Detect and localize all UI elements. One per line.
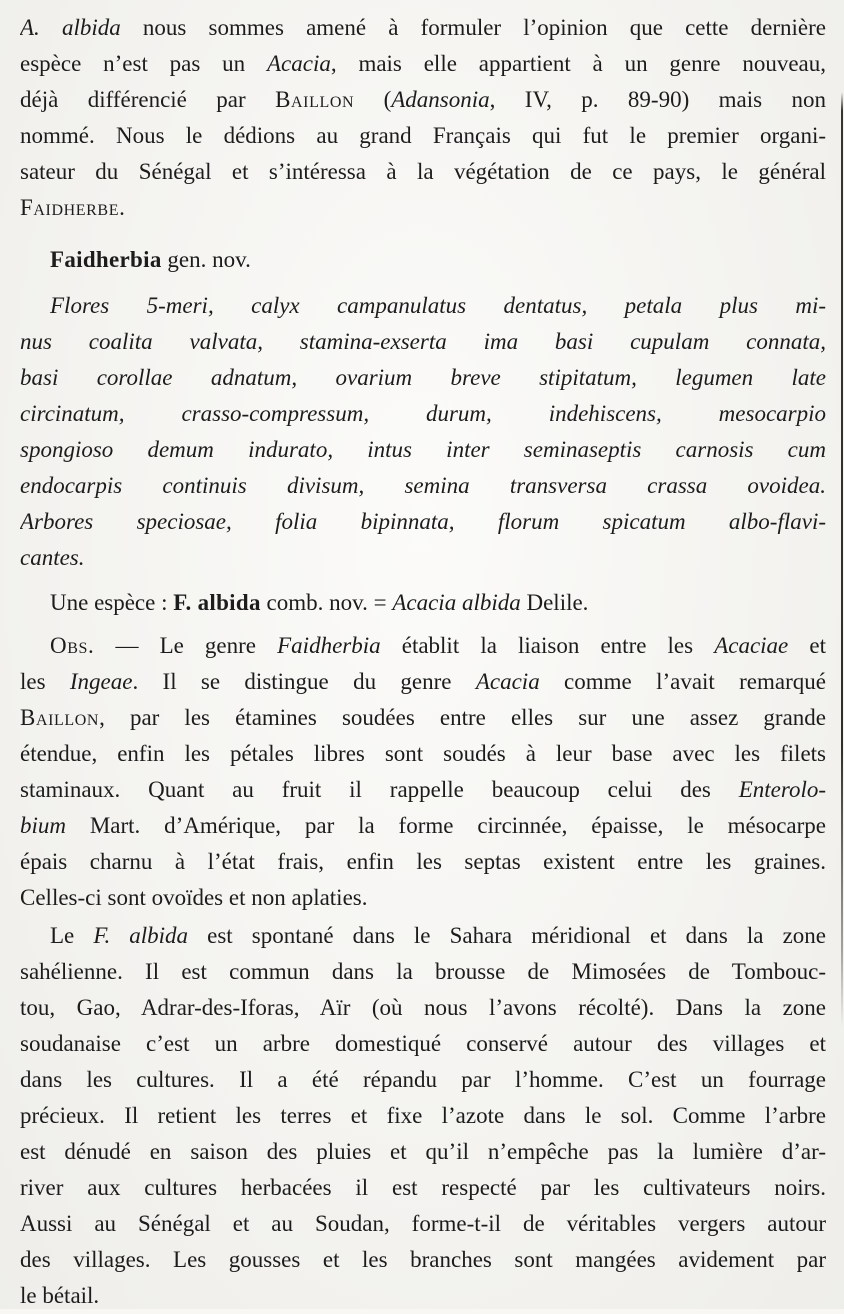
text-segment: précieux. Il retient les terres et fixe l’azote dans le sol. Comme l’arbre [20,1103,826,1128]
text-segment: est dénudé en saison des pluies et qu’il n’empêche pas la lumière d’ar- [20,1139,826,1164]
text-line [20,585,826,621]
scan-edge-artifact [841,92,843,1027]
text-line [20,736,826,772]
text-segment: Obs. [50,633,95,658]
text-segment: Baillon [20,705,100,730]
text-segment: , par les étamines soudées entre elles sur une assez grande [99,705,826,730]
text-segment: sahélienne. Il est commun dans la brousse de Mimosées de Tombouc- [20,959,826,984]
text-segment: Baillon [275,87,355,112]
text-line [20,1134,826,1170]
text-segment: Faidherbia [277,633,381,658]
page-text [20,10,826,1314]
text-segment: Delile. [520,590,589,615]
text-segment: staminaux. Quant au fruit il rappelle beaucoup celui des [20,777,739,802]
text-segment: A. albida [20,15,121,40]
text-segment: basi corollae adnatum, ovarium breve stipitatum, legumen late [20,365,826,390]
text-segment: , mais elle appartient à un genre nouveau, [330,51,826,76]
text-segment: F. albida [93,923,189,948]
text-line [20,396,826,432]
text-segment: Mart. d’Amérique, par la forme circinnée, épaisse, le mésocarpe [66,813,826,838]
text-line [20,324,826,360]
paragraph-observation [20,628,826,916]
text-segment: Aussi au Sénégal et au Soudan, forme-t-il de véritables vergers autour [20,1211,826,1236]
text-segment: dans les cultures. Il a été répandu par l’homme. C’est un fourrage [20,1067,826,1092]
text-line [20,808,826,844]
text-segment: Le [50,923,94,948]
paragraph-heading [20,242,826,278]
text-segment: les [20,669,70,694]
text-segment: le bétail. [20,1283,100,1308]
text-segment: Une espèce : [50,590,174,615]
text-line [20,190,826,226]
text-segment: nus coalita valvata, stamina-exserta ima basi cupulam connata, [20,329,826,354]
text-segment: river aux cultures herbacées il est respecté par les cultivateurs noirs. [20,1175,826,1200]
text-segment: tou, Gao, Adrar-des-Iforas, Aïr (où nous l’avons récolté). Dans la zone [20,995,826,1020]
text-line [20,82,826,118]
text-segment: spongioso demum indurato, intus inter seminaseptis carnosis cum [20,437,826,462]
text-segment: et [788,633,826,658]
text-line [20,540,826,576]
text-segment: circinatum, crasso-compressum, durum, indehiscens, mesocarpio [20,401,826,426]
text-segment: épais charnu à l’état frais, enfin les septas existent entre les graines. [20,849,826,874]
text-line [20,990,826,1026]
text-line [20,10,826,46]
text-segment: Celles-ci sont ovoïdes et non aplaties. [20,885,368,910]
text-line [20,242,826,278]
text-line [20,954,826,990]
text-line [20,432,826,468]
text-segment: sateur du Sénégal et s’intéressa à la végétation de ce pays, le général [20,159,826,184]
text-segment: F. albida [173,590,261,615]
text-segment: Faidherbia [50,247,162,272]
text-line [20,1098,826,1134]
text-segment: des villages. Les gousses et les branches sont mangées avidement par [20,1247,826,1272]
text-segment: Ingeae [69,669,133,694]
text-line [20,504,826,540]
text-line [20,1170,826,1206]
text-line [20,46,826,82]
text-line [20,664,826,700]
text-segment: nous sommes amené à formuler l’opinion que cette dernière [120,15,826,40]
text-segment: Acacia albida [392,590,521,615]
text-segment: Acaciae [714,633,789,658]
text-segment: soudanaise c’est un arbre domestiqué conservé autour des villages et [20,1031,826,1056]
text-segment: — Le genre [94,633,278,658]
text-line [20,1062,826,1098]
text-segment: espèce n’est pas un [20,51,267,76]
text-segment: établit la liaison entre les [380,633,715,658]
text-segment: bium [20,813,66,838]
text-segment: gen. nov. [161,247,251,272]
text-line [20,1206,826,1242]
text-line [20,360,826,396]
paragraph-distribution [20,918,826,1314]
text-segment: étendue, enfin les pétales libres sont soudés à leur base avec les filets [20,741,826,766]
text-segment: est spontané dans le Sahara méridional et dans la zone [188,923,826,948]
text-line [20,288,826,324]
text-segment: cantes. [20,545,85,570]
text-line [20,880,826,916]
text-segment: Acacia [267,51,331,76]
text-line [20,628,826,664]
text-segment: comme l’avait remarqué [539,669,826,694]
paragraph-species [20,585,826,621]
text-segment: nommé. Nous le dédions au grand Français qui fut le premier organi- [20,123,826,148]
text-line [20,1026,826,1062]
text-segment: endocarpis continuis divisum, semina transversa crassa ovoidea. [20,473,826,498]
text-segment: . Il se distingue du genre [132,669,476,694]
text-line [20,700,826,736]
text-segment: Faidherbe. [20,195,126,220]
text-segment: Enterolo- [738,777,826,802]
text-segment: Flores 5-meri, calyx campanulatus dentatus, petala plus mi- [50,293,826,318]
text-line [20,772,826,808]
text-segment: Adansonia [391,87,490,112]
text-segment: Arbores speciosae, folia bipinnata, florum spicatum albo-flavi- [20,509,826,534]
text-line [20,844,826,880]
text-segment: déjà différencié par [20,87,276,112]
paragraph-continuation [20,10,826,226]
text-line [20,154,826,190]
text-segment: comb. nov. = [260,590,393,615]
text-segment: ( [354,87,392,112]
text-segment: Acacia [475,669,540,694]
text-line [20,468,826,504]
text-line [20,918,826,954]
paragraph-diagnosis [20,288,826,576]
text-line [20,118,826,154]
text-line [20,1242,826,1278]
text-segment: , IV, p. 89-90) mais non [489,87,826,112]
